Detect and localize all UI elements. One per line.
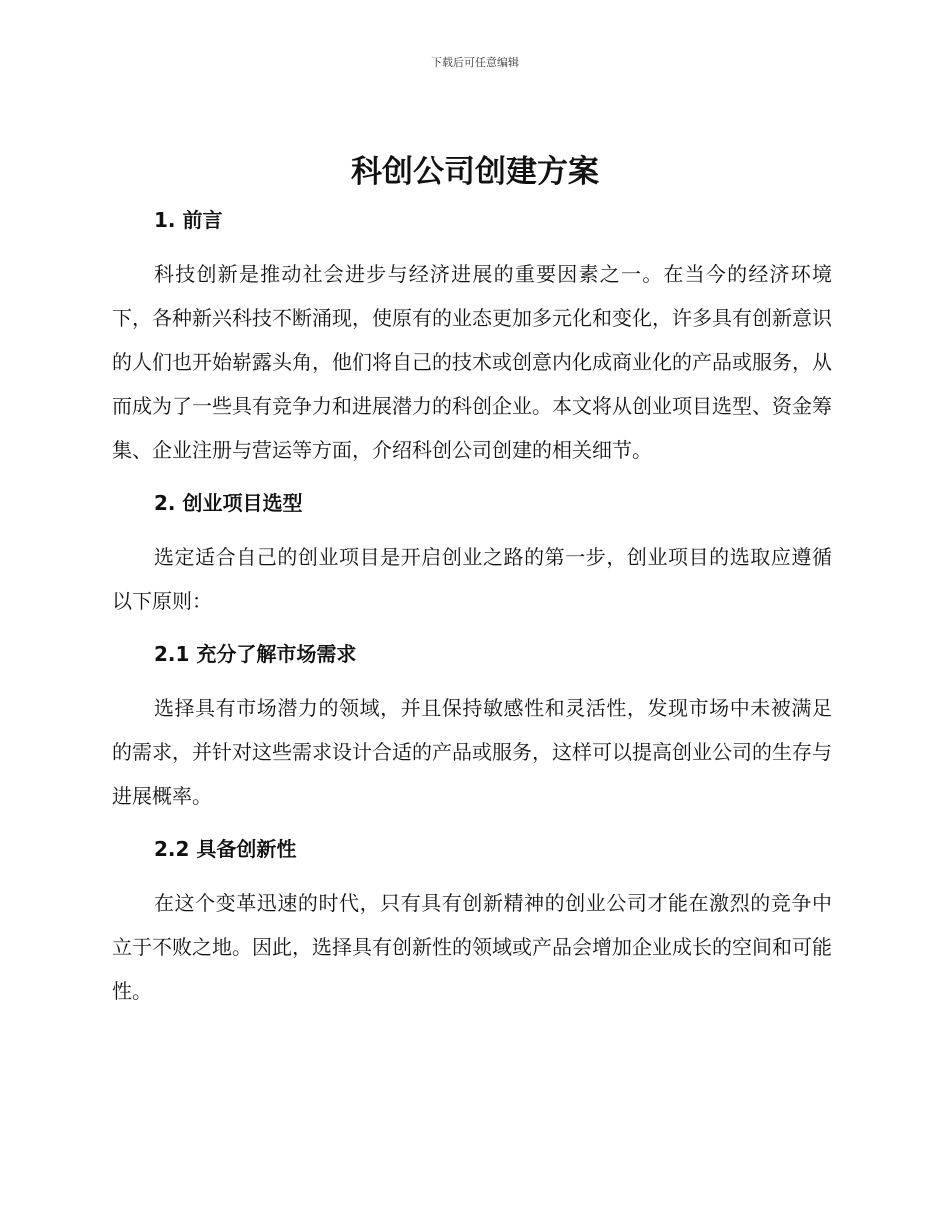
header-note: 下载后可任意编辑 xyxy=(431,56,519,69)
section-paragraph-innovation: 在这个变革迅速的时代，只有具有创新精神的创业公司才能在激烈的竞争中立于不败之地。因此，选择具有创新性的领域或产品会增加企业成长的空间和可能性。 xyxy=(112,891,832,1003)
section-paragraph-project-selection: 选定适合自己的创业项目是开启创业之路的第一步，创业项目的选取应遵循以下原则： xyxy=(112,545,832,613)
document-body xyxy=(112,198,832,1013)
section-paragraph-market-demand: 选择具有市场潜力的领域，并且保持敏感性和灵活性，发现市场中未被满足的需求，并针对这些需求设计合适的产品或服务，这样可以提高创业公司的生存与进展概率。 xyxy=(112,696,832,808)
document-title: 科创公司创建方案 xyxy=(351,154,599,190)
section-heading-innovation: 2.2 具备创新性 xyxy=(154,837,297,861)
section-heading-preface: 1. 前言 xyxy=(154,208,223,232)
section-paragraph-preface: 科技创新是推动社会进步与经济进展的重要因素之一。在当今的经济环境下，各种新兴科技不断涌现，使原有的业态更加多元化和变化，许多具有创新意识的人们也开始崭露头角，他们将自己的技术或创意内化成商业化的产品或服务，从而成为了一些具有竞争力和进展潜力的科创企业。本文将从创业项目选型、资金筹集、企业注册与营运等方面，介绍科创公司创建的相关细节。 xyxy=(112,262,832,462)
section-heading-market-demand: 2.1 充分了解市场需求 xyxy=(154,642,357,666)
section-heading-project-selection: 2. 创业项目选型 xyxy=(154,491,303,515)
